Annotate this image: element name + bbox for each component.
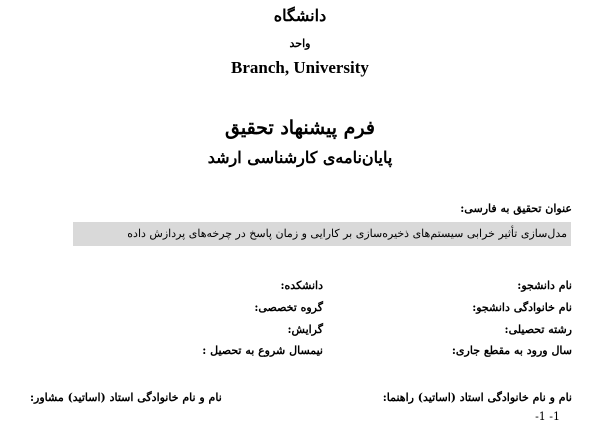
entry-year-label: سال ورود به مقطع جاری: xyxy=(451,344,572,357)
supervisor-label: نام و نام خانوادگی استاد (اساتید) راهنما: xyxy=(382,391,572,404)
department-label: گروه تخصصی: xyxy=(254,301,323,314)
start-semester-label: نیمسال شروع به تحصیل : xyxy=(202,344,323,357)
student-family-label: نام خانوادگی دانشجو: xyxy=(472,301,572,314)
research-title-label: عنوان تحقیق به فارسی: xyxy=(460,202,572,215)
faculty-label: دانشکده: xyxy=(280,279,323,292)
orientation-label: گرایش: xyxy=(287,323,323,336)
research-title-field[interactable]: مدل‌سازی تأثیر خرابی سیستم‌های ذخیره‌سازی بر کارایی و زمان پاسخ در چرخه‌های پردازش داده xyxy=(73,222,571,246)
form-subtitle: پایان‌نامه‌ی کارشناسی ارشد xyxy=(207,148,393,167)
supervisor-numbering: -1 -1 xyxy=(535,410,560,423)
university-name: دانشگاه xyxy=(273,6,327,25)
english-branch-university: Branch, University xyxy=(231,58,369,77)
form-title: فرم پیشنهاد تحقیق xyxy=(224,117,375,139)
advisor-label: نام و نام خانوادگی استاد (اساتید) مشاور: xyxy=(30,391,222,404)
branch-label: واحد xyxy=(289,37,311,50)
major-label: رشته تحصیلی: xyxy=(504,323,572,336)
student-name-label: نام دانشجو: xyxy=(517,279,572,292)
